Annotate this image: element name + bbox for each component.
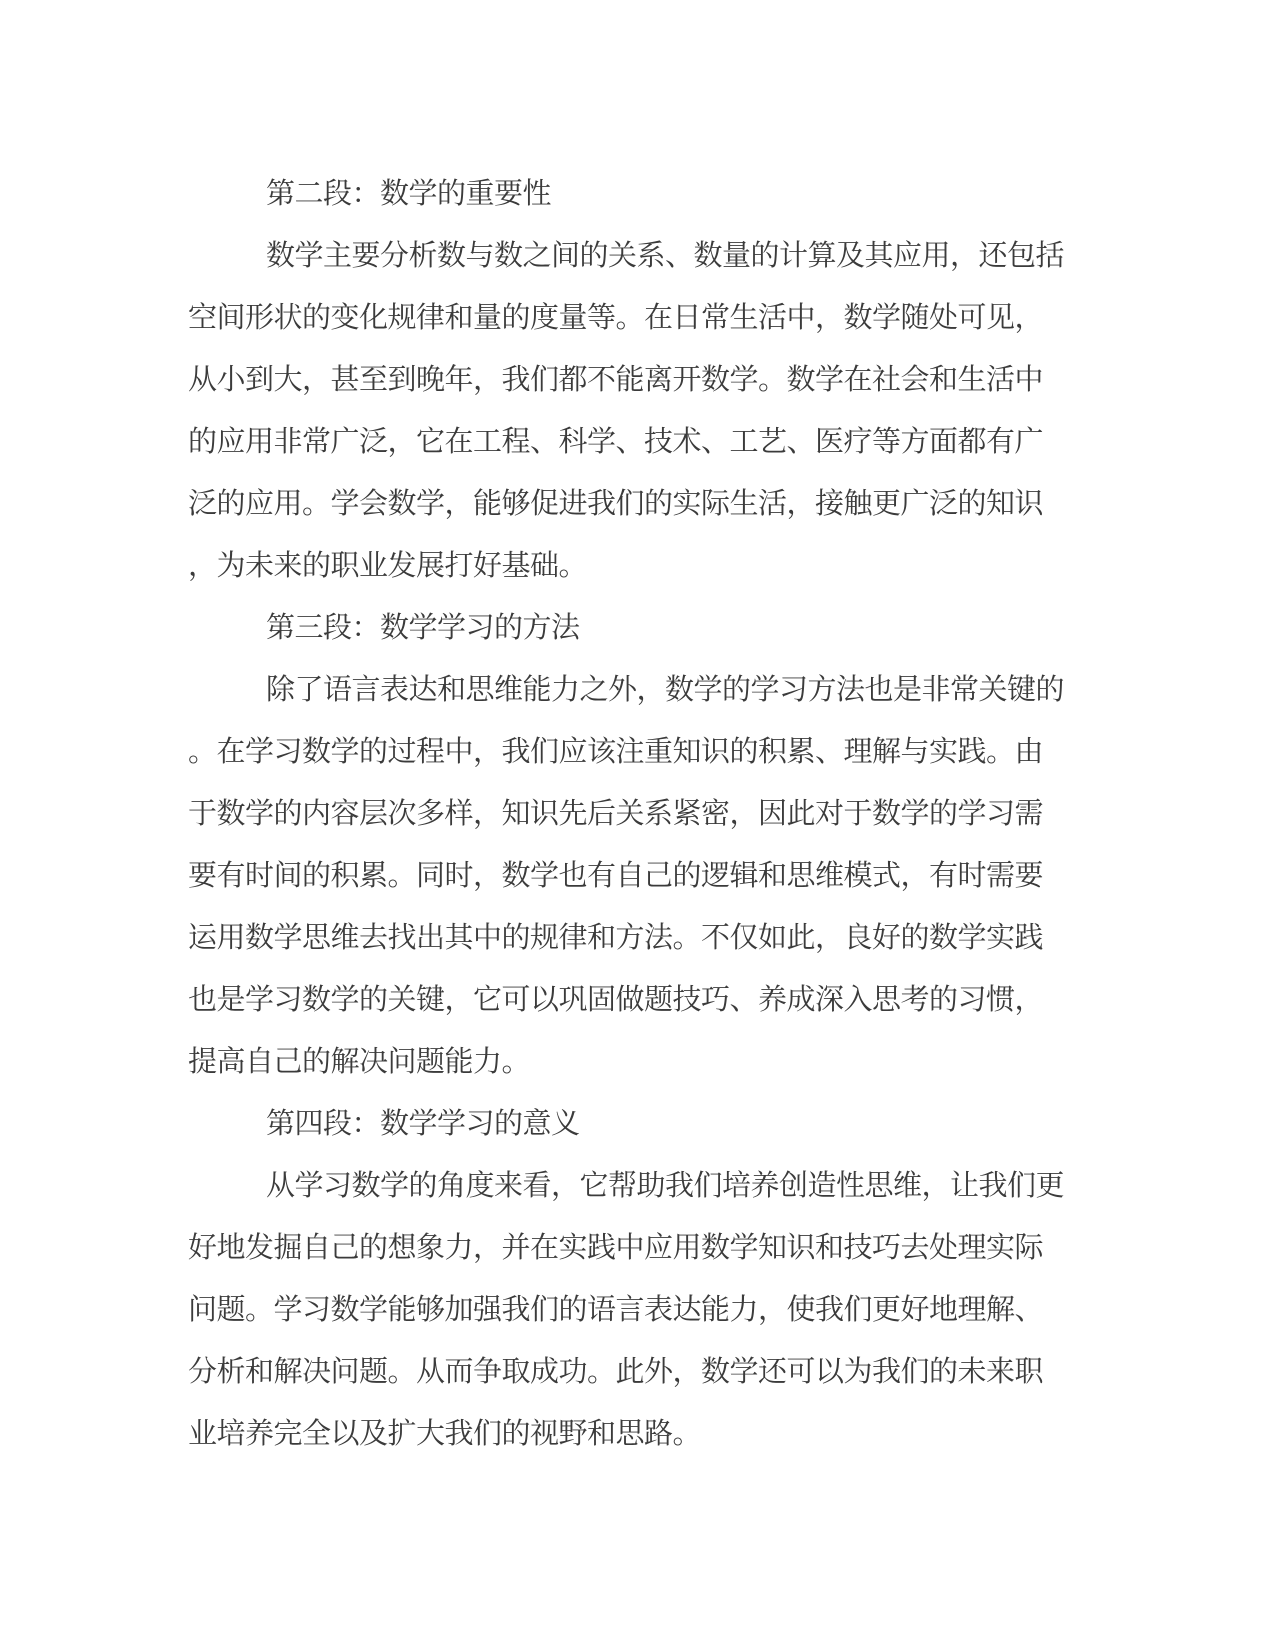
text-line: 除了语言表达和思维能力之外，数学的学习方法也是非常关键的 [266,674,1065,706]
section-heading: 第三段：数学学习的方法 [266,612,580,644]
text-line: 也是学习数学的关键，它可以巩固做题技巧、养成深入思考的习惯， [188,984,1044,1016]
text-line: 运用数学思维去找出其中的规律和方法。不仅如此，良好的数学实践 [188,922,1044,954]
text-line: 于数学的内容层次多样，知识先后关系紧密，因此对于数学的学习需 [188,798,1044,830]
text-line: 问题。学习数学能够加强我们的语言表达能力，使我们更好地理解、 [188,1294,1044,1326]
text-line: 。在学习数学的过程中，我们应该注重知识的积累、理解与实践。由 [188,736,1044,768]
text-line: 分析和解决问题。从而争取成功。此外，数学还可以为我们的未来职 [188,1356,1044,1388]
section-heading: 第四段：数学学习的意义 [266,1108,580,1140]
text-line: 数学主要分析数与数之间的关系、数量的计算及其应用，还包括 [266,240,1065,272]
text-line: 的应用非常广泛，它在工程、科学、技术、工艺、医疗等方面都有广 [188,426,1044,458]
text-line: 要有时间的积累。同时，数学也有自己的逻辑和思维模式，有时需要 [188,860,1044,892]
section-heading: 第二段：数学的重要性 [266,178,552,210]
text-line: 空间形状的变化规律和量的度量等。在日常生活中，数学随处可见， [188,302,1044,334]
text-line: 业培养完全以及扩大我们的视野和思路。 [188,1418,702,1450]
text-line: 好地发掘自己的想象力，并在实践中应用数学知识和技巧去处理实际 [188,1232,1044,1264]
text-line: 从小到大，甚至到晚年，我们都不能离开数学。数学在社会和生活中 [188,364,1044,396]
document-body [188,163,1065,1465]
text-line: 泛的应用。学会数学，能够促进我们的实际生活，接触更广泛的知识 [188,488,1044,520]
text-line: ，为未来的职业发展打好基础。 [188,550,588,582]
text-line: 从学习数学的角度来看，它帮助我们培养创造性思维，让我们更 [266,1170,1065,1202]
text-line: 提高自己的解决问题能力。 [188,1046,531,1078]
